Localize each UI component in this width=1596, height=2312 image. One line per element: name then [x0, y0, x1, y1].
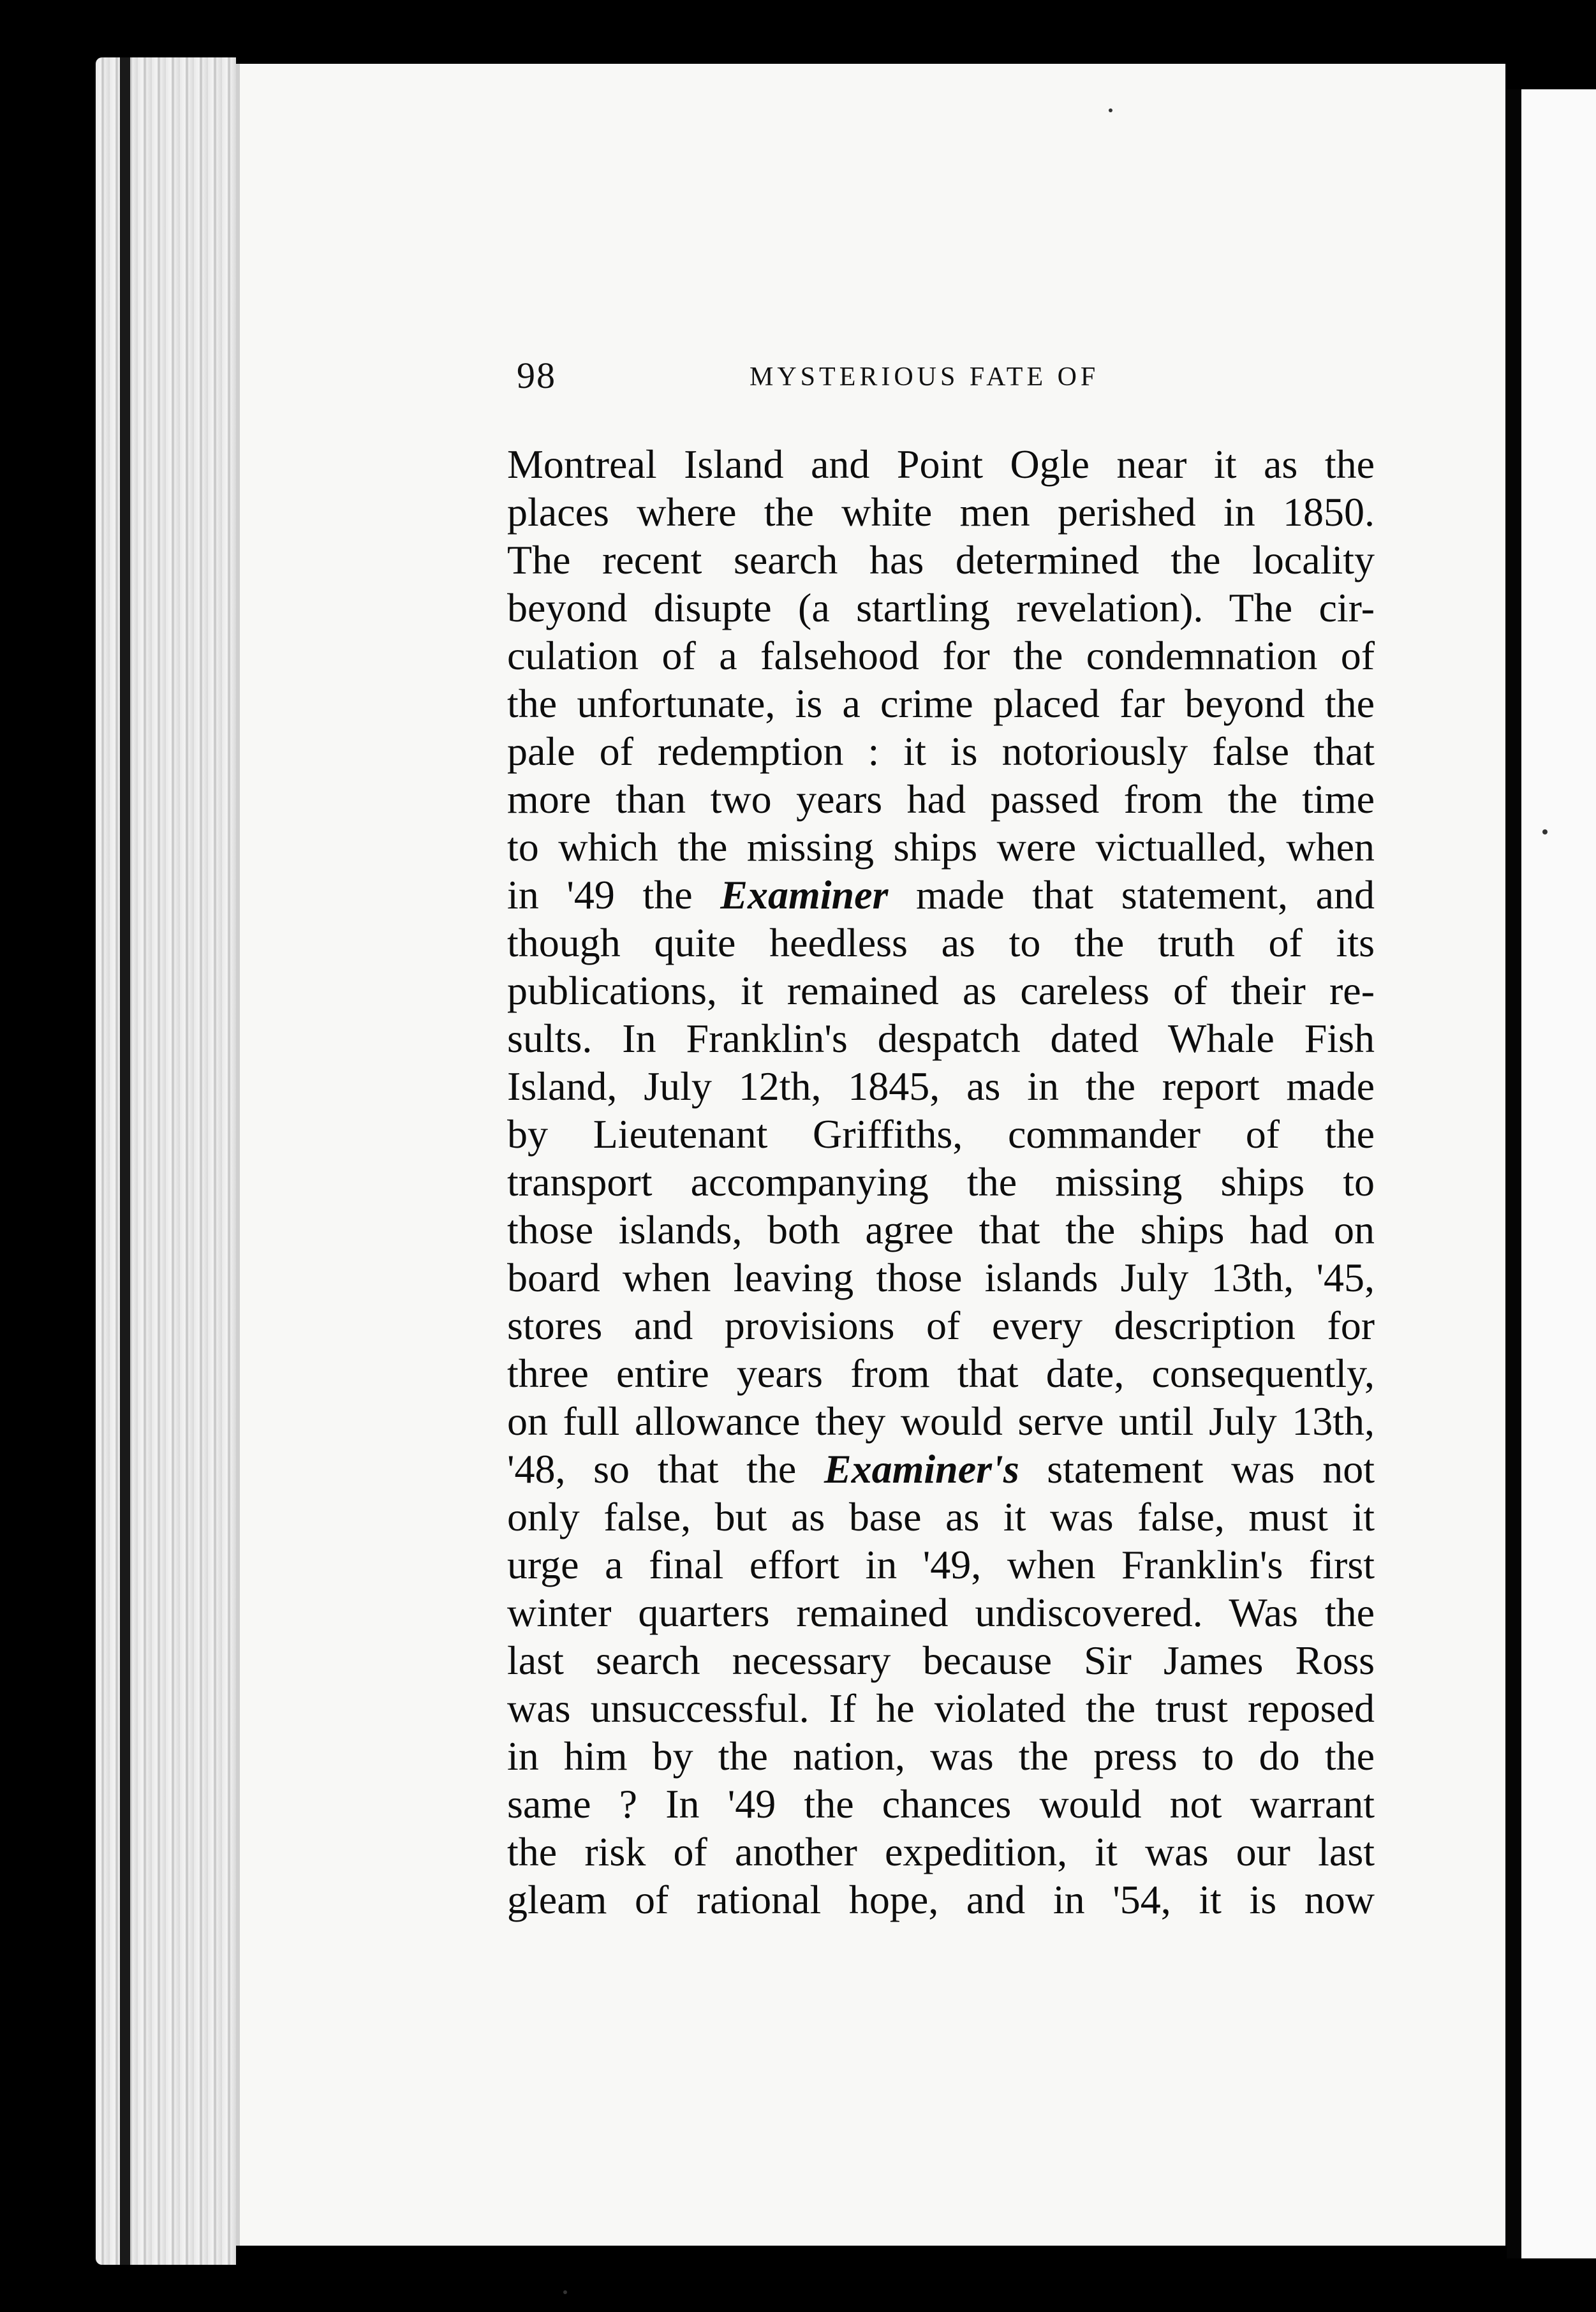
- text-line: pale of redemption : it is notoriously false that: [507, 729, 1375, 774]
- text-line: board when leaving those islands July 13th, '45,: [507, 1255, 1375, 1300]
- text-line-with-italic: [507, 871, 1375, 919]
- text-line: Island, July 12th, 1845, as in the report made: [507, 1063, 1375, 1109]
- running-head: [517, 354, 1155, 399]
- text-line: those islands, both agree that the ships had on: [507, 1207, 1375, 1252]
- text-line: to which the missing ships were victualled, when: [507, 824, 1375, 870]
- text-line: more than two years had passed from the time: [507, 776, 1375, 822]
- italic-title: Examiner's: [824, 1446, 1019, 1492]
- text-line: beyond disupte (a startling revelation). The cir-: [507, 585, 1375, 630]
- text-run: statement was not: [1019, 1446, 1375, 1492]
- text-line-with-italic: [507, 1445, 1375, 1493]
- text-line: Montreal Island and Point Ogle near it as the: [507, 441, 1375, 487]
- text-line: transport accompanying the missing ships to: [507, 1159, 1375, 1204]
- text-line: only false, but as base as it was false, must it: [507, 1494, 1375, 1539]
- text-line: by Lieutenant Griffiths, commander of the: [507, 1111, 1375, 1157]
- text-line: urge a final effort in '49, when Franklin's first: [507, 1542, 1375, 1587]
- text-run: '48, so that the: [507, 1446, 824, 1492]
- ink-speck: [1109, 108, 1112, 112]
- page-number: 98: [517, 355, 556, 396]
- text-line: gleam of rational hope, and in '54, it is now: [507, 1877, 1375, 1922]
- text-run: made that statement, and: [888, 872, 1375, 917]
- text-line: last search necessary because Sir James Ross: [507, 1638, 1375, 1683]
- page-gutter: [1507, 89, 1521, 2258]
- text-line: sults. In Franklin's despatch dated Whale Fish: [507, 1016, 1375, 1061]
- text-line: places where the white men perished in 1850.: [507, 489, 1375, 535]
- running-title: MYSTERIOUS FATE OF: [750, 362, 1100, 392]
- text-line: publications, it remained as careless of their re-: [507, 968, 1375, 1013]
- text-line: though quite heedless as to the truth of its: [507, 920, 1375, 965]
- text-line: three entire years from that date, consequently,: [507, 1351, 1375, 1396]
- text-line: culation of a falsehood for the condemnation of: [507, 633, 1375, 678]
- text-line: winter quarters remained undiscovered. Was the: [507, 1590, 1375, 1635]
- text-line: the risk of another expedition, it was our last: [507, 1829, 1375, 1874]
- text-line: The recent search has determined the locality: [507, 537, 1375, 582]
- italic-title: Examiner: [720, 872, 889, 917]
- text-line: in him by the nation, was the press to do the: [507, 1733, 1375, 1779]
- text-line: the unfortunate, is a crime placed far beyond the: [507, 681, 1375, 726]
- body-text: [507, 440, 1375, 1923]
- text-line: stores and provisions of every description for: [507, 1303, 1375, 1348]
- ink-speck: [1542, 829, 1548, 834]
- page-edges: [96, 57, 236, 2265]
- text-line: same ? In '49 the chances would not warrant: [507, 1781, 1375, 1827]
- text-line: on full allowance they would serve until July 13th,: [507, 1398, 1375, 1444]
- facing-page-edge: [1521, 89, 1596, 2258]
- text-run: in '49 the: [507, 872, 721, 917]
- ink-speck: [563, 2290, 567, 2294]
- text-line: was unsuccessful. If he violated the trust reposed: [507, 1686, 1375, 1731]
